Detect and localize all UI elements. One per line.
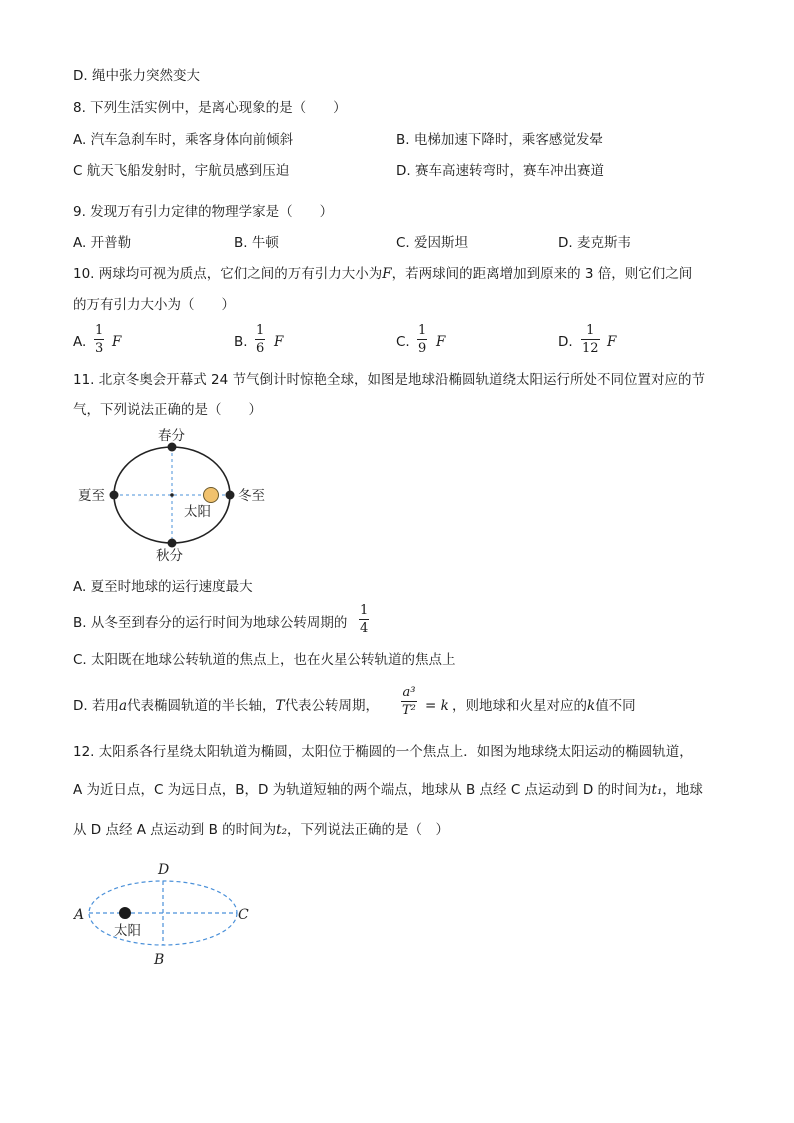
q10-option-a-var: F <box>112 334 122 350</box>
q11-stem-line2: 气，下列说法正确的是（ ） <box>73 402 262 418</box>
xiazhi-point <box>110 491 119 500</box>
q8-option-d: D. 赛车高速转弯时，赛车冲出赛道 <box>396 163 604 179</box>
label-qiufen: 秋分 <box>156 548 183 564</box>
label-c: C <box>238 907 249 923</box>
q11-option-c: C. 太阳既在地球公转轨道的焦点上，也在火星公转轨道的焦点上 <box>73 652 456 668</box>
orbit-center-dot <box>170 493 174 497</box>
q12-stem-line2: A 为近日点，C 为远日点，B，D 为轨道短轴的两个端点，地球从 B 点经 C 点运动到 D 的时间为t₁，地球 <box>73 782 703 798</box>
q10-option-b-var: F <box>274 334 284 350</box>
q9-option-a: A. 开普勒 <box>73 235 132 251</box>
q12-orbit-figure <box>70 855 260 970</box>
label-b: B <box>154 952 165 968</box>
dongzhi-point <box>226 491 235 500</box>
q10-option-a-fraction: 1 3 <box>95 323 104 356</box>
q8-stem: 8. 下列生活实例中，是离心现象的是（ ） <box>73 100 347 116</box>
label-dongzhi: 冬至 <box>238 488 265 504</box>
q10-option-d-letter: D. <box>558 334 573 350</box>
q11-option-a: A. 夏至时地球的运行速度最大 <box>73 579 253 595</box>
q11-option-b-fraction: 1 4 <box>360 603 369 636</box>
q8-option-b: B. 电梯加速下降时，乘客感觉发晕 <box>396 132 603 148</box>
q11-orbit-figure <box>70 420 280 565</box>
q12-stem-line3: 从 D 点经 A 点运动到 B 的时间为t₂，下列说法正确的是（ ） <box>73 822 449 838</box>
q10-option-c-var: F <box>436 334 446 350</box>
q11-option-d-equation: = k <box>425 698 449 714</box>
label-a: A <box>74 907 85 923</box>
q10-option-d-fraction: 1 12 <box>582 323 599 356</box>
q11-stem-line1: 11. 北京冬奥会开幕式 24 节气倒计时惊艳全球，如图是地球沿椭圆轨道绕太阳运行所处不同位置对应的节 <box>73 372 706 388</box>
label-xiazhi: 夏至 <box>78 488 105 504</box>
q9-option-d: D. 麦克斯韦 <box>558 235 631 251</box>
sun-dot <box>119 907 131 919</box>
q8-option-c: C 航天飞船发射时，宇航员感到压迫 <box>73 163 290 179</box>
q10-option-d-var: F <box>607 334 617 350</box>
q11-option-d-fraction: a³ T² <box>402 685 416 718</box>
q10-stem-line1: 10. 两球均可视为质点，它们之间的万有引力大小为F，若两球间的距离增加到原来的 3 倍，则它们之间 <box>73 266 693 282</box>
q10-option-c-letter: C. <box>396 334 410 350</box>
q12-stem-line1: 12. 太阳系各行星绕太阳轨道为椭圆，太阳位于椭圆的一个焦点上．如图为地球绕太阳运动的椭圆轨道， <box>73 744 693 760</box>
q9-stem: 9. 发现万有引力定律的物理学家是（ ） <box>73 204 334 220</box>
q11-option-b-text: B. 从冬至到春分的运行时间为地球公转周期的 <box>73 615 348 631</box>
q11-option-d-tail: ，则地球和火星对应的k值不同 <box>452 698 636 714</box>
label-chunfen: 春分 <box>158 428 185 444</box>
q10-option-c-fraction: 1 9 <box>418 323 427 356</box>
q10-option-b-fraction: 1 6 <box>256 323 265 356</box>
q11-option-d-line: D. 若用a代表椭圆轨道的半长轴，T代表公转周期， <box>73 698 380 714</box>
q10-option-a-letter: A. <box>73 334 87 350</box>
q7-option-d: D. 绳中张力突然变大 <box>73 68 200 84</box>
q10-stem-line2: 的万有引力大小为（ ） <box>73 297 235 313</box>
sun-icon <box>204 488 219 503</box>
label-sun: 太阳 <box>114 923 141 939</box>
q8-option-a: A. 汽车急刹车时，乘客身体向前倾斜 <box>73 132 294 148</box>
label-d: D <box>158 862 170 878</box>
qiufen-point <box>168 539 177 548</box>
q9-option-c: C. 爱因斯坦 <box>396 235 469 251</box>
q9-option-b: B. 牛顿 <box>234 235 279 251</box>
label-sun: 太阳 <box>184 504 211 520</box>
q10-option-b-letter: B. <box>234 334 248 350</box>
